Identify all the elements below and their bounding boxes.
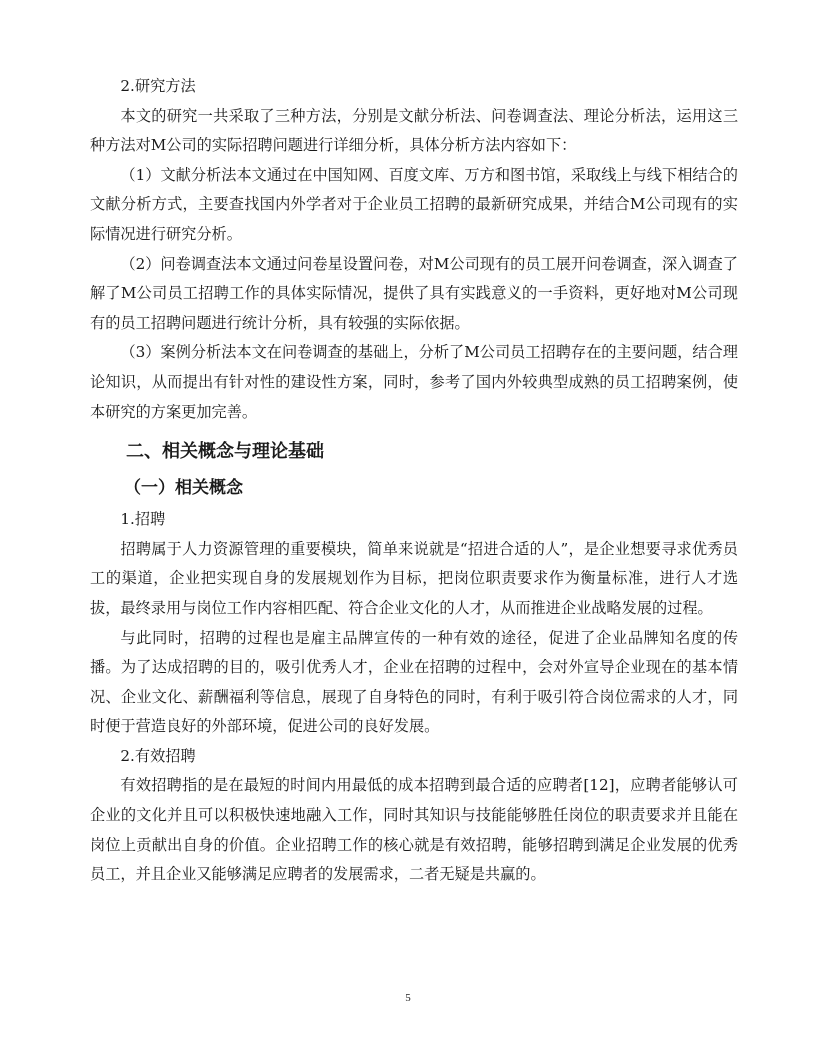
subsection-heading-recruitment: 1.招聘 <box>120 510 166 529</box>
page-number: 5 <box>405 992 411 1004</box>
method-intro-paragraph: 本文的研究一共采取了三种方法，分别是文献分析法、问卷调查法、理论分析法，运用这三种方法对M公司的实际招聘问题进行详细分析，具体分析方法内容如下： <box>90 106 738 155</box>
document-page <box>90 72 738 890</box>
subsection-heading-research-method: 2.研究方法 <box>120 77 196 95</box>
subsection-heading-effective-recruitment: 2.有效招聘 <box>120 746 196 765</box>
method-item-questionnaire: （2）问卷调查法本文通过问卷星设置问卷，对M公司现有的员工展开问卷调查，深入调查了解了M公司员工招聘工作的具体实际情况，提供了具有实践意义的一手资料，更好地对M公司现有的员工招聘问题进行统计分析，具有较强的实际依据。 <box>90 254 738 332</box>
recruitment-paragraph-2: 与此同时，招聘的过程也是雇主品牌宣传的一种有效的途径，促进了企业品牌知名度的传播。为了达成招聘的目的，吸引优秀人才，企业在招聘的过程中，会对外宣导企业现在的基本情况、企业文化、薪酬福利等信息，展现了自身特色的同时，有利于吸引符合岗位需求的人才，同时便于营造良好的外部环境，促进公司的良好发展。 <box>90 628 738 736</box>
effective-recruitment-paragraph: 有效招聘指的是在最短的时间内用最低的成本招聘到最合适的应聘者[12]，应聘者能够认可企业的文化并且可以积极快速地融入工作，同时其知识与技能能够胜任岗位的职责要求并且能在岗位上贡献出自身的价值。企业招聘工作的核心就是有效招聘，能够招聘到满足企业发展的优秀员工，并且企业又能够满足应聘者的发展需求，二者无疑是共赢的。 <box>90 776 738 884</box>
section-heading: （一）相关概念 <box>124 478 243 499</box>
method-item-literature: （1）文献分析法本文通过在中国知网、百度文库、万方和图书馆，采取线上与线下相结合的文献分析方式，主要查找国内外学者对于企业员工招聘的最新研究成果，并结合M公司现有的实际情况进行研究分析。 <box>90 165 738 243</box>
method-item-case: （3）案例分析法本文在问卷调查的基础上，分析了M公司员工招聘存在的主要问题，结合理论知识，从而提出有针对性的建设性方案，同时，参考了国内外较典型成熟的员工招聘案例，使本研究的方案更加完善。 <box>90 343 738 421</box>
chapter-heading: 二、相关概念与理论基础 <box>126 441 324 463</box>
recruitment-paragraph-1: 招聘属于人力资源管理的重要模块，简单来说就是“招进合适的人”，是企业想要寻求优秀员工的渠道，企业把实现自身的发展规划作为目标，把岗位职责要求作为衡量标准，进行人才选拔，最终录用与岗位工作内容相匹配、符合企业文化的人才，从而推进企业战略发展的过程。 <box>90 539 738 617</box>
